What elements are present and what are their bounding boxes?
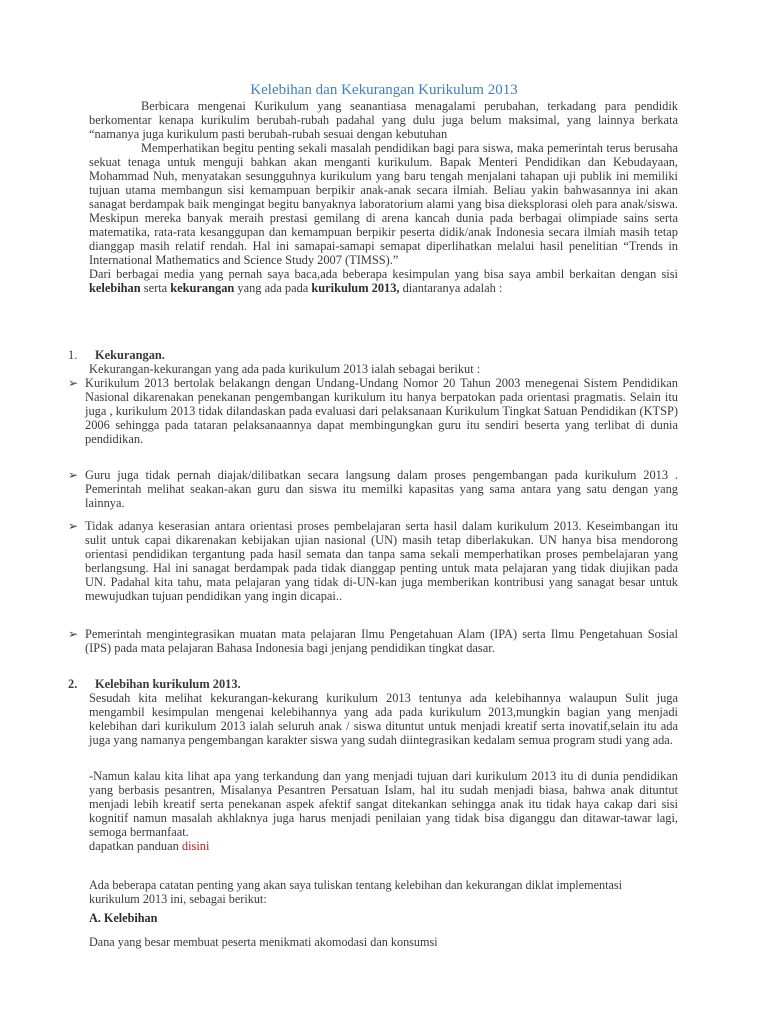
notes-paragraph-2: Dana yang besar membuat peserta menikmati akomodasi dan konsumsi [89, 935, 438, 949]
section-2-paragraph-2: -Namun kalau kita lihat apa yang terkandung dan yang menjadi tujuan dari kurikulum 2013 itu di dunia pendidikan yang berbasis pesantren, Misalanya Pesantren Persatuan Islam, hal itu sudah menjadi biasa, bahwa anak dituntut menjadi lebih kreatif serta penekanan aspek afektif sangat ditekankan sehingga anak itu tidak haya cakap dari sisi kognitif namun masalah akhlaknya juga harus menjadi penilaian yang tidak bisa diganggu dan ditawar-tawar lagi, semoga bermanfaat. [89, 769, 678, 839]
section-2-number: 2. [68, 677, 78, 691]
section-2-paragraph-1: Sesudah kita melihat kekurangan-kekurang kurikulum 2013 tentunya ada kelebihannya walaupun Sulit juga mengambil kesimpulan mengenai kelebihannya yang ada pada kurikulum 2013,mungkin bagian yang menjadi kelebihan dari kurikulum 2013 ialah seluruh anak / siswa dituntut untuk menjadi kreatif serta inovatif,selain itu ada juga yang namanya pengembangan karakter siswa yang sudah diintegrasikan kedalam semua program studi yang ada. [89, 691, 678, 747]
keyword-kurikulum: kurikulum 2013, [311, 281, 400, 295]
arrow-bullet-icon: ➢ [68, 627, 79, 641]
keyword-kekurangan: kekurangan [170, 281, 235, 295]
intro-section [89, 99, 678, 295]
section-1-heading: 1. Kekurangan. [68, 348, 165, 362]
list-item: ➢ Guru juga tidak pernah diajak/dilibatkan secara langsung dalam proses pengembangan pada kurikulum 2013 . Pemerintah melihat seakan-akan guru dan siswa itu memilki kapasitas yang sama antara yang satu dengan yang lainnya. [68, 468, 678, 510]
list-item: ➢ Kurikulum 2013 bertolak belakangn dengan Undang-Undang Nomor 20 Tahun 2003 menegenai Sistem Pendidikan Nasional dikarenakan penekanan pengembangan kurikulum itu hanya berpatokan pada orientasi pragmatis. Selain itu juga , kurikulum 2013 tidak dilandaskan pada evaluasi dari pelaksanaan Kurikulum Tingkat Satuan Pendidikan (KTSP) 2006 sehingga pada tataran pelaksanaannya dapat membingungkan guru itu sendiri beserta yang terlibat di dunia pendidikan. [68, 376, 678, 446]
intro-paragraph-2: Memperhatikan begitu penting sekali masalah pendidikan bagi para siswa, maka pemerintah terus berusaha sekuat tenaga untuk menguji bahkan akan menganti kurikulum. Bapak Menteri Pendidikan dan Kebudayaan, Mohammad Nuh, menyatakan sesungguhnya kurikulum yang baru tengah menjalani tahapan uji publik ini memiliki tujuan utama membangun sisi kemampuan berpikir anak-anak secara ilmiah. Beliau yakin bahwasannya ini akan sanagat berdampak baik mengingat begitu banyaknya laboratorium alami yang bisa dieksplorasi oleh para anak/siswa. Meskipun mereka banyak meraih prestasi gemilang di arena kancah dunia pada berbagai olimpiade sains serta matematika, rata-rata kesanggupan dan kemampuan berpikir peserta didik/anak Indonesia secara ilmiah masih tetap dianggap masih relatif rendah. Hal ini samapai-samapi semapat diperlihatkan melalui hasil penelitian “Trends in International Mathematics and Science Study 2007 (TIMSS).” [89, 141, 678, 267]
intro-paragraph-3: Dari berbagai media yang pernah saya baca,ada beberapa kesimpulan yang bisa saya ambil berkaitan dengan sisi kelebihan serta kekurangan yang ada pada kurikulum 2013, diantaranya adalah : [89, 267, 678, 295]
section-1-number: 1. [68, 348, 78, 362]
section-2-heading: 2. Kelebihan kurikulum 2013. [68, 677, 241, 691]
notes-paragraph-1: Ada beberapa catatan penting yang akan saya tuliskan tentang kelebihan dan kekurangan diklat implementasi kurikulum 2013 ini, sebagai berikut: [89, 878, 623, 906]
list-item: ➢ Tidak adanya keserasian antara orientasi proses pembelajaran serta hasil dalam kurikulum 2013. Keseimbangan itu sulit untuk capai dikarenakan kebijakan ujian nasional (UN) masih tetap diberlakukan. UN hanya bisa mendorong orientasi pendidikan tergantung pada hasil semata dan tanpa sama sekali memperhatikan proses pembelajaran yang berlangsung. Hal ini sanagat berdampak pada tidak dianggap penting untuk mata pelajaran yang tidak diujikan pada UN. Padahal kita tahu, mata pelajaran yang tidak di-UN-kan juga memberikan kontribusi yang sanagat besar untuk mewujudkan tujuan pendidikan yang ingin dicapai.. [68, 519, 678, 603]
intro-paragraph-1: Berbicara mengenai Kurikulum yang seanantiasa menagalami perubahan, terkadang para pendidik berkomentar kenapa kurikulim berubah-rubah padahal yang dulu juga belum maksimal, yang lainnya berkata “namanya juga kurikulum pasti berubah-rubah sesuai dengan kebutuhan [89, 99, 678, 141]
section-1-lead: Kekurangan-kekurangan yang ada pada kurikulum 2013 ialah sebagai berikut : [89, 362, 481, 376]
disini-link[interactable]: disini [181, 839, 210, 853]
arrow-bullet-icon: ➢ [68, 519, 79, 533]
document-title: Kelebihan dan Kekurangan Kurikulum 2013 [250, 82, 518, 98]
list-item: ➢ Pemerintah mengintegrasikan muatan mata pelajaran Ilmu Pengetahuan Alam (IPA) serta Ilmu Pengetahuan Sosial (IPS) pada mata pelajaran Bahasa Indonesia bagi jenjang pendidikan tingkat dasar. [68, 627, 678, 655]
arrow-bullet-icon: ➢ [68, 376, 79, 390]
arrow-bullet-icon: ➢ [68, 468, 79, 482]
notes-heading-kelebihan: A. Kelebihan [89, 911, 158, 925]
section-2-paragraph-3: dapatkan panduan disini [89, 839, 210, 853]
keyword-kelebihan: kelebihan [89, 281, 141, 295]
